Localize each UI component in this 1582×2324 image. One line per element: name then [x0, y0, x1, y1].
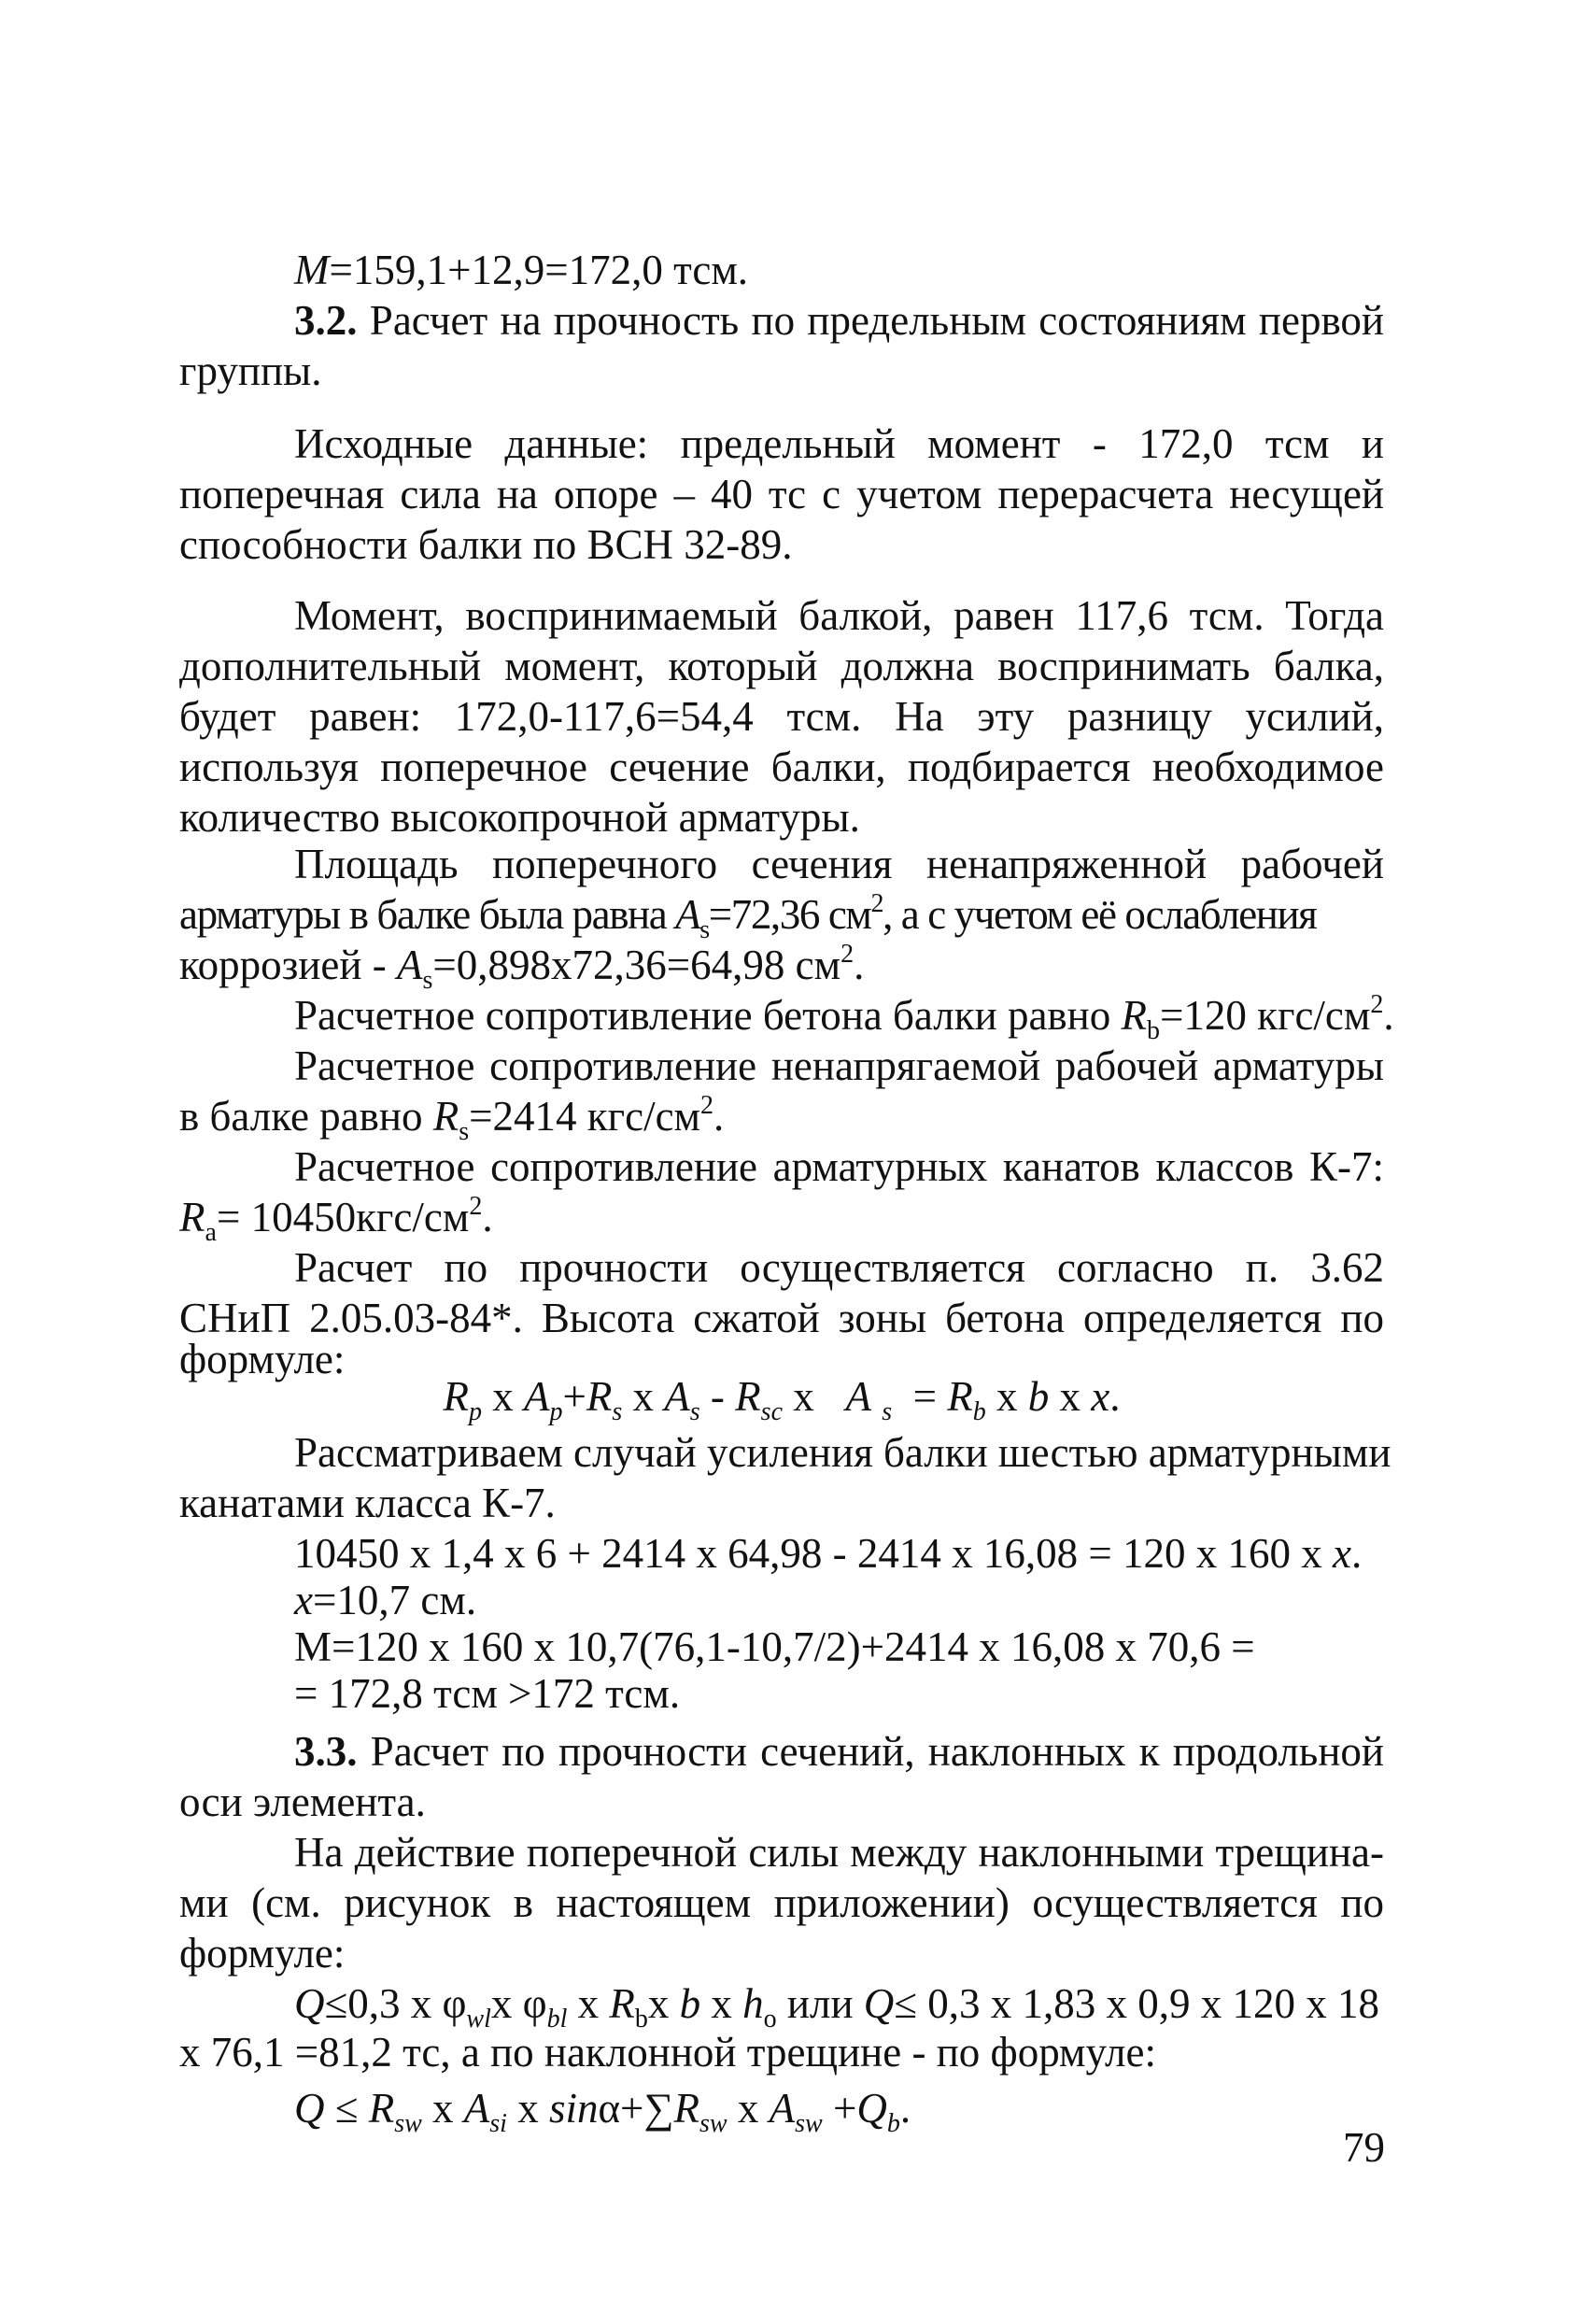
text-line: Момент, воспринимаемый балкой, равен 117,6 тсм. Тогда [294, 592, 1384, 639]
section-number: 3.2. [294, 297, 358, 344]
formula-q-check: Q≤0,3 х $\varphi_{wl}х$ $\varphi_{bl}$ х $R_bх$ b х $h_o$ или Q≤ 0,3 х 1,83 х 0,9 х 120 х 18 [294, 1980, 1379, 2034]
formula-moment-sum: М=159,1+12,9=172,0 тсм. [294, 247, 749, 293]
section-heading-3-3 [294, 1726, 1384, 1777]
section-number: 3.3. [294, 1728, 358, 1775]
text-line: формуле: [179, 1336, 346, 1382]
text-line: количество высокопрочной арматуры. [179, 794, 860, 841]
text-line: ми (см. рисунок в настоящем приложении) осуществляется по [179, 1879, 1384, 1926]
text-line-rb: Расчетное сопротивление бетона балки равно $R_b=120$ кгс/$см^2$. [294, 990, 1394, 1045]
text-line: способности балки по ВСН 32-89. [179, 521, 793, 568]
formula-x: x=10,7 см. [294, 1577, 477, 1623]
text-line: СНиП 2.05.03-84*. Высота сжатой зоны бетона определяется по [179, 1295, 1384, 1341]
text-line: На действие поперечной силы между наклонными трещина- [294, 1829, 1384, 1876]
page-number: 79 [1343, 2124, 1385, 2171]
formula-compressed-zone: $R_p$ х $A_p+R_s$ х $A_s - R_{sc}$ х A $_s = R_b$ х b х x. [443, 1373, 1121, 1426]
text-line: Площадь поперечного сечения ненапряженной рабочей [294, 841, 1384, 887]
text-line: будет равен: 172,0-117,6=54,4 тсм. На эту разницу усилий, [179, 693, 1384, 740]
text-line: поперечная сила на опоре – 40 тс с учетом перерасчета несущей [179, 471, 1384, 517]
text-line: Исходные данные: предельный момент - 172,0 тсм и [294, 420, 1384, 467]
text-line-area-as: арматуры в балке была равна $A_s=72,36$ $см^2$, а с учетом её ослабления [179, 889, 1317, 944]
formula-moment-result: = 172,8 тсм >172 тсм. [294, 1670, 681, 1717]
text-line: оси элемента. [179, 1778, 426, 1825]
text-line-area-corroded: коррозией - $A_s=0,898x72,36=64,98$ $см^2$. [179, 940, 865, 995]
formula-moment-check: М=120 х 160 х 10,7(76,1-10,7/2)+2414 х 16,08 х 70,6 = [294, 1623, 1255, 1670]
text-line: канатами класса К-7. [179, 1480, 556, 1526]
text-line: формуле: [179, 1930, 346, 1977]
text-line: дополнительный момент, который должна воспринимать балка, [179, 643, 1384, 689]
formula-q-inclined: $Q \le R_{sw}$ х $A_{si}$ х $\sin\alpha+\sum R_{sw}$ х $A_{sw} +Q_b$. [294, 2085, 911, 2138]
text-line: х 76,1 =81,2 тс, а по наклонной трещине - по формуле: [179, 2029, 1156, 2076]
text-line: Расчетное сопротивление арматурных канатов классов К-7: [294, 1143, 1384, 1190]
text-line: Расчет по прочности осуществляется согласно п. 3.62 [294, 1244, 1384, 1291]
text-line-rs: в балке равно $R_s=2414$ кгс/$см^2$. [179, 1091, 725, 1146]
text-line: группы. [179, 347, 322, 394]
text-line: используя поперечное сечение балки, подбирается необходимое [179, 744, 1384, 790]
section-title: Расчет по прочности сечений, наклонных к продольной [357, 1728, 1384, 1775]
formula-calc: 10450 х 1,4 х 6 + 2414 х 64,98 - 2414 х 16,08 = 120 х 160 х x. [294, 1530, 1363, 1577]
text-line-ra: $R_a= 10450кгс/см^2$. [179, 1192, 493, 1247]
text-line: Рассматриваем случай усиления балки шестью арматурными [294, 1429, 1391, 1476]
text-line: Расчетное сопротивление ненапрягаемой рабочей арматуры [294, 1042, 1384, 1089]
section-heading-3-2 [294, 295, 1384, 346]
section-title: Расчет на прочность по предельным состояниям первой [357, 297, 1384, 344]
